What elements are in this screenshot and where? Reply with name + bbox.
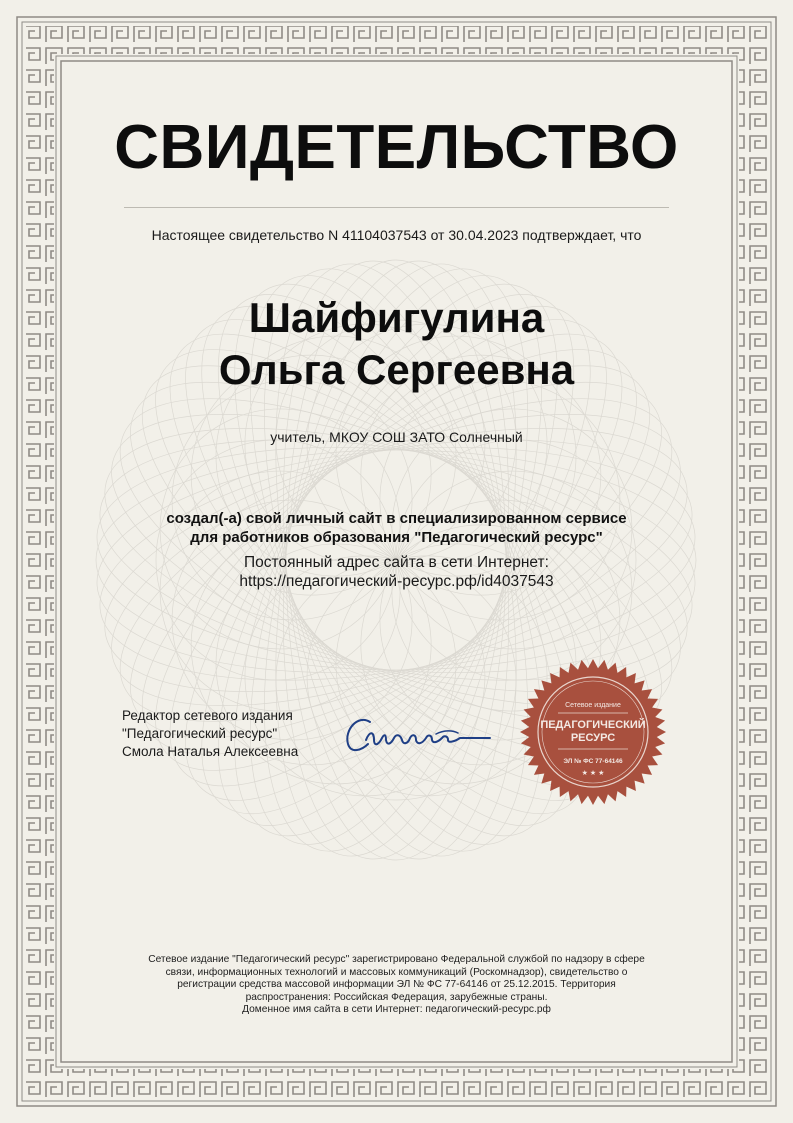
seal-stars: ★ ★ ★ bbox=[581, 770, 605, 777]
footer-line-2: связи, информационных технологий и массовых коммуникаций (Роскомнадзор), свидетельство о bbox=[165, 966, 628, 978]
footer-line-4: распространения: Российская Федерация, зарубежные страны. bbox=[245, 991, 548, 1003]
recipient-given-names: Ольга Сергеевна bbox=[218, 346, 575, 393]
editor-name: Смола Наталья Алексеевна bbox=[122, 744, 299, 759]
editor-block bbox=[122, 707, 298, 761]
seal-top-text: Сетевое издание bbox=[565, 702, 621, 709]
achievement-line-2: для работников образования "Педагогический ресурс" bbox=[190, 529, 603, 546]
recipient-name bbox=[0, 292, 793, 396]
footer-line-1: Сетевое издание "Педагогический ресурс" зарегистрировано Федеральной службой по надзору в сфере bbox=[148, 954, 645, 965]
certificate-title: СВИДЕТЕЛЬСТВО bbox=[114, 113, 679, 182]
site-address bbox=[0, 553, 793, 591]
site-address-label: Постоянный адрес сайта в сети Интернет: bbox=[244, 554, 549, 571]
site-address-url: https://педагогический-ресурс.рф/id4037543 bbox=[239, 573, 554, 590]
certificate-intro: Настоящее свидетельство N 41104037543 от 30.04.2023 подтверждает, что bbox=[151, 227, 642, 243]
recipient-surname: Шайфигулина bbox=[248, 294, 545, 341]
footer-line-5: Доменное имя сайта в сети Интернет: педагогический-ресурс.рф bbox=[242, 1004, 551, 1016]
publication-seal bbox=[518, 657, 668, 807]
editor-signature bbox=[340, 700, 500, 770]
editor-title: Редактор сетевого издания bbox=[122, 708, 293, 723]
recipient-position: учитель, МКОУ СОШ ЗАТО Солнечный bbox=[270, 429, 523, 445]
footer-line-3: регистрации средства массовой информации ЭЛ № ФС 77-64146 от 25.12.2015. Территория bbox=[177, 979, 616, 991]
achievement-line-1: создал(-а) свой личный сайт в специализированном сервисе bbox=[166, 510, 627, 527]
seal-registration: ЭЛ № ФС 77-64146 bbox=[563, 758, 623, 765]
seal-main-line-1: ПЕДАГОГИЧЕСКИЙ bbox=[540, 719, 646, 731]
achievement-text bbox=[0, 509, 793, 547]
registration-footer bbox=[100, 954, 693, 1017]
title-divider bbox=[124, 207, 669, 208]
seal-main-line-2: РЕСУРС bbox=[570, 732, 616, 744]
editor-publication: "Педагогический ресурс" bbox=[122, 726, 278, 741]
